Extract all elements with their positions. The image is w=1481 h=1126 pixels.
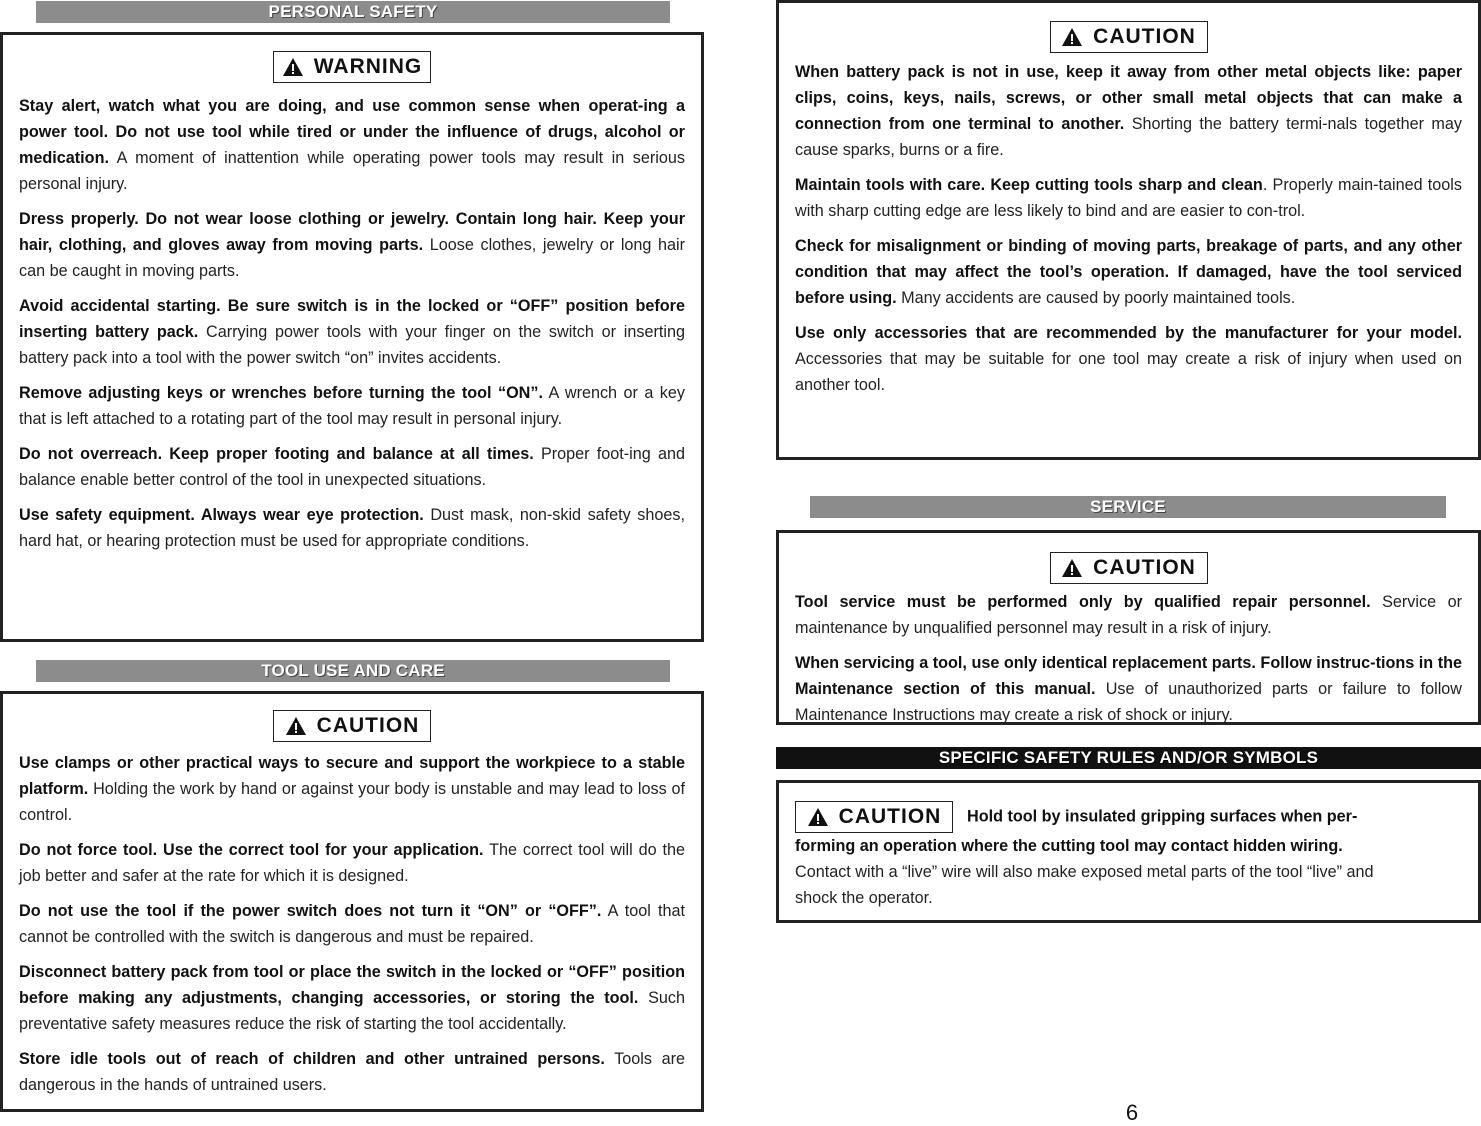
- care-item: Do not use the tool if the power switch does not turn it “ON” or “OFF”. A tool that cannot be controlled with the switch is dangerous and must be repaired.: [19, 902, 686, 946]
- safety-item: Dress properly. Do not wear loose clothing or jewelry. Contain long hair. Keep your hair, clothing, and gloves away from moving parts. Loose clothes, jewelry or long hair can be caught in moving parts.: [19, 210, 686, 280]
- specific-rules-heading: SPECIFIC SAFETY RULES AND/OR SYMBOLS: [776, 747, 1481, 769]
- personal-safety-box: [0, 32, 704, 642]
- specific-rule-item: CAUTION Hold tool by insulated gripping surfaces when per-forming an operation where the cutting tool may contact hidden wiring. Contact with a “live” wire will also make exposed metal parts of the tool “live” and shock the operator.: [795, 801, 1415, 911]
- care-item: Do not force tool. Use the correct tool for your application. The correct tool will do the job better and safer at the rate for which it is designed.: [19, 841, 685, 885]
- tool-use-care-heading: TOOL USE AND CARE: [36, 660, 670, 682]
- service-heading: SERVICE: [810, 496, 1446, 518]
- warning-signal: [273, 51, 431, 83]
- safety-item: Use safety equipment. Always wear eye protection. Dust mask, non-skid safety shoes, hard hat, or hearing protection must be used for appropriate conditions.: [19, 506, 686, 550]
- caution-signal-word: CAUTION: [316, 714, 420, 737]
- warning-signal-word: WARNING: [313, 55, 423, 78]
- care-item: Use clamps or other practical ways to secure and support the workpiece to a stable platform. Holding the work by hand or against your body is unstable and may lead to loss of control.: [19, 754, 685, 824]
- caution-signal: [1050, 21, 1208, 53]
- care-item: Use only accessories that are recommended by the manufacturer for your model. Accessories that may be suitable for one tool may create a risk of injury when used on another tool.: [795, 324, 1462, 394]
- caution-triangle-icon: [285, 716, 307, 736]
- warning-triangle-icon: [282, 57, 304, 77]
- caution-signal: [1050, 552, 1208, 584]
- caution-triangle-icon: [1061, 27, 1083, 47]
- safety-item: Remove adjusting keys or wrenches before turning the tool “ON”. A wrench or a key that is left attached to a rotating part of the tool may result in personal injury.: [19, 384, 685, 428]
- care-item: Disconnect battery pack from tool or place the switch in the locked or “OFF” position before making any adjustments, changing accessories, or storing the tool. Such preventative safety measures reduce the risk of starting the tool accidentally.: [19, 963, 686, 1033]
- tool-use-care-box: [0, 691, 704, 1112]
- safety-item: Stay alert, watch what you are doing, and use common sense when operat-ing a power tool. Do not use tool while tired or under the influence of drugs, alcohol or medication. A moment of inattention while operating power tools may result in serious personal injury.: [19, 97, 685, 193]
- safety-item: Avoid accidental starting. Be sure switch is in the locked or “OFF” position before inserting battery pack. Carrying power tools with your finger on the switch or inserting battery pack into a tool with the power switch “on” invites accidents.: [19, 297, 685, 367]
- caution-signal-word: CAUTION: [1093, 556, 1196, 579]
- caution-triangle-icon: [1061, 558, 1083, 578]
- service-item: Tool service must be performed only by qualified repair personnel. Service or maintenance by unqualified personnel may result in a risk of injury.: [795, 593, 1462, 637]
- caution-signal-word: CAUTION: [1093, 25, 1196, 48]
- caution-signal: [273, 710, 431, 742]
- service-box: [776, 530, 1481, 725]
- caution-continued-box: [776, 0, 1481, 460]
- care-item: Maintain tools with care. Keep cutting tools sharp and clean. Properly main-tained tools with sharp cutting edge are less likely to bind and are easier to con-trol.: [795, 176, 1463, 220]
- page-number: 6: [1125, 1100, 1139, 1125]
- specific-rules-box: [776, 780, 1481, 923]
- service-item: When servicing a tool, use only identical replacement parts. Follow instruc-tions in the Maintenance section of this manual. Use of unauthorized parts or failure to follow Maintenance Instructions may create a risk of shock or injury.: [795, 654, 1462, 724]
- personal-safety-heading: PERSONAL SAFETY: [36, 1, 670, 23]
- caution-signal: [795, 801, 953, 833]
- caution-signal-word: CAUTION: [838, 805, 942, 828]
- care-item: Check for misalignment or binding of moving parts, breakage of parts, and any other condition that may affect the tool’s operation. If damaged, have the tool serviced before using. Many accidents are caused by poorly maintained tools.: [795, 237, 1462, 307]
- care-item: Store idle tools out of reach of children and other untrained persons. Tools are dangerous in the hands of untrained users.: [19, 1050, 685, 1094]
- safety-item: Do not overreach. Keep proper footing and balance at all times. Proper foot-ing and balance enable better control of the tool in unexpected situations.: [19, 445, 685, 489]
- caution-triangle-icon: [807, 807, 829, 827]
- care-item: When battery pack is not in use, keep it away from other metal objects like: paper clips, coins, keys, nails, screws, or other small metal objects that can make a connection from one terminal to another. Shorting the battery termi-nals together may cause sparks, burns or a fire.: [795, 63, 1463, 159]
